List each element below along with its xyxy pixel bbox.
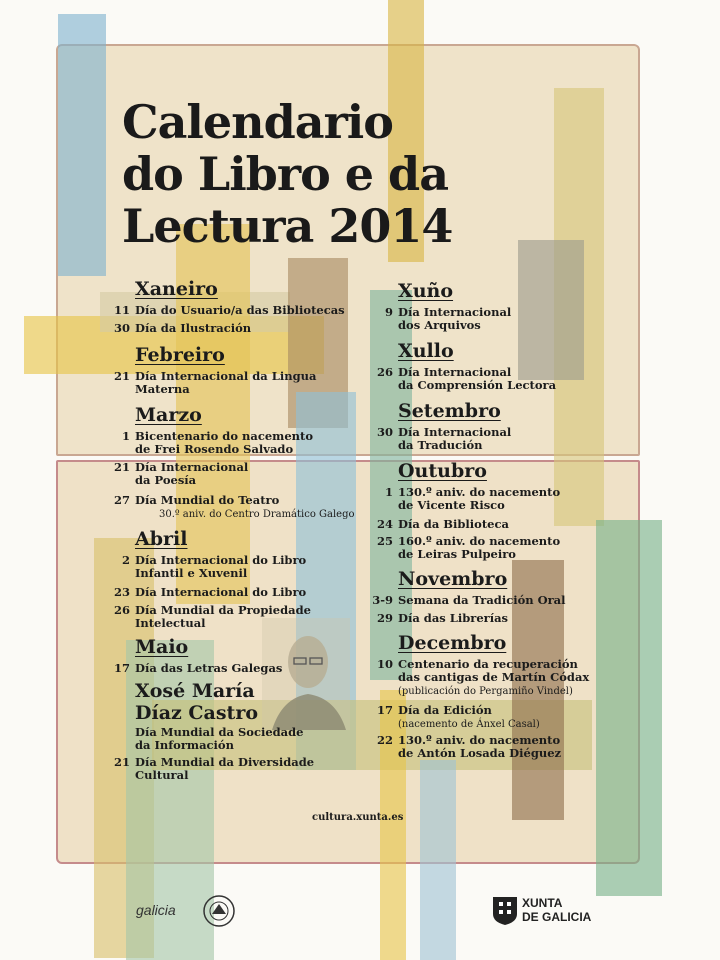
event-item: 27 Día Mundial do Teatro 30.º aniv. do Centro Dramático Galego: [113, 493, 355, 520]
event-item: 3-9 Semana da Tradición Oral: [372, 593, 566, 607]
event-item: 1 130.º aniv. do nacemento de Vicente Risco: [384, 485, 561, 512]
month-heading-febreiro: Febreiro: [135, 344, 225, 366]
event-item: 10 Centenario da recuperación das cantigas de Martín Códax (publicación do Pergamiño Vindel): [376, 657, 590, 697]
xunta-shield-icon: [492, 896, 518, 930]
event-item: 22 130.º aniv. do nacemento de Antón Losada Diéguez: [376, 733, 562, 760]
title-line-3: Lectura 2014: [122, 199, 453, 253]
honoree-name: Xosé María Díaz Castro: [135, 680, 258, 724]
event-item: 26 Día Mundial da Propiedade Intelectual: [113, 603, 311, 630]
event-item: 24 Día da Biblioteca: [376, 517, 509, 531]
event-item: 21 Día Mundial da Diversidade Cultural: [113, 755, 315, 782]
event-item: Día Mundial da Sociedade da Información: [135, 725, 304, 752]
event-item: 9 Día Internacional dos Arquivos: [384, 305, 512, 332]
book-spine-decoration: [518, 240, 584, 380]
event-item: 21 Día Internacional da Poesía: [113, 460, 249, 487]
month-heading-outubro: Outubro: [398, 460, 487, 482]
month-heading-marzo: Marzo: [135, 404, 202, 426]
month-heading-xuno: Xuño: [398, 280, 454, 302]
event-item: 17 Día da Edición (nacemento de Ánxel Casal): [376, 703, 540, 730]
poster-title: [122, 96, 452, 252]
month-heading-setembro: Setembro: [398, 400, 501, 422]
month-heading-xaneiro: Xaneiro: [135, 278, 218, 300]
month-heading-maio: Maio: [135, 636, 189, 658]
month-heading-decembro: Decembro: [398, 632, 507, 654]
event-item: 11 Día do Usuario/a das Bibliotecas: [113, 303, 345, 317]
month-heading-xullo: Xullo: [398, 340, 454, 362]
seal-icon: [202, 894, 236, 932]
xunta-logo-text: XUNTA DE GALICIA: [522, 896, 592, 924]
book-spine-decoration: [420, 760, 456, 960]
event-item: 29 Día das Librerías: [376, 611, 508, 625]
event-item: 2 Día Internacional do Libro Infantil e Xuvenil: [121, 553, 307, 580]
month-heading-novembro: Novembro: [398, 568, 508, 590]
event-item: 25 160.º aniv. do nacemento de Leiras Pulpeiro: [376, 534, 561, 561]
title-line-1: Calendario: [122, 95, 393, 149]
month-heading-abril: Abril: [135, 528, 188, 550]
event-item: 30 Día Internacional da Tradución: [376, 425, 512, 452]
event-item: 23 Día Internacional do Libro: [113, 585, 307, 599]
event-item: 21 Día Internacional da Lingua Materna: [113, 369, 317, 396]
title-line-2: do Libro e da: [122, 147, 449, 201]
event-item: 17 Día das Letras Galegas: [113, 661, 283, 675]
event-item: 30 Día da Ilustración: [113, 321, 252, 335]
event-item: 1 Bicentenario do nacemento de Frei Rosendo Salvado: [121, 429, 313, 456]
website-url[interactable]: cultura.xunta.es: [312, 812, 404, 823]
book-spine-decoration: [596, 520, 662, 896]
book-spine-decoration: [58, 14, 106, 276]
event-item: 26 Día Internacional da Comprensión Lectora: [376, 365, 557, 392]
galicia-logo: galicia: [136, 902, 176, 918]
